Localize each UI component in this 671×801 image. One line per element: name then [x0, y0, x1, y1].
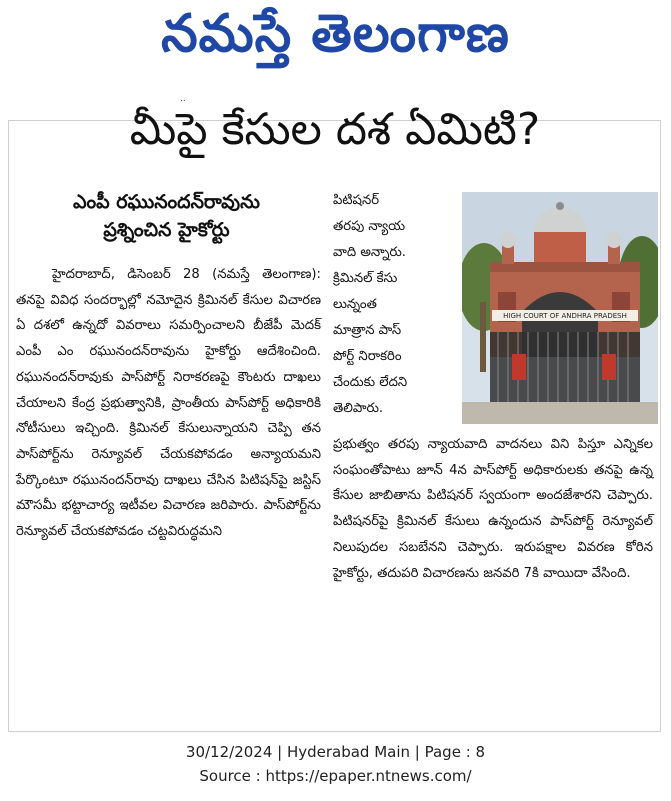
high-court-photo — [462, 192, 658, 424]
subheadline-line-2: ప్రశ్నించిన హైకోర్టు — [103, 219, 230, 241]
footer-edition-info: 30/12/2024 | Hyderabad Main | Page : 8 — [185, 743, 486, 761]
right-top-line: తరపు న్యాయ — [333, 219, 406, 234]
right-top-line: పోర్ట్‌ నిరాకరిం — [333, 349, 402, 364]
article-column-left — [16, 262, 321, 545]
page-footer — [0, 740, 671, 788]
edition-mark: .. — [180, 94, 186, 104]
right-top-line: మాత్రాన పాస్‌ — [333, 323, 402, 338]
subheadline-line-1: ఎంపీ రఘునందన్‌రావును — [72, 191, 261, 213]
right-top-line: క్రిమినల్‌ కేసు — [333, 271, 398, 286]
high-court-building-image — [462, 192, 658, 424]
right-top-line: తెలిపారు. — [333, 401, 384, 416]
article-headline: మీపై కేసుల దశ ఏమిటి? — [129, 104, 541, 155]
left-column-text: హైదరాబాద్‌, డిసెంబర్‌ 28 (నమస్తే తెలంగాణ): తనపై వివిధ సందర్భాల్లో నమోదైన క్రిమినల్‌ కేసుల విచారణ ఏ దశలో ఉన్నదో వివరాలు సమర్పించాలని బీజేపీ మెదక్‌ ఎంపీ ఎం రఘునందన్‌రావును హైకోర్టు ఆదేశించింది. రఘునందన్‌రావుకు పాస్‌పోర్ట్‌ నిరాకరణపై కౌంటరు దాఖలు చేయాలని కేంద్ర ప్రభుత్వానికి, ప్రాంతీయ పాస్‌పోర్ట్‌ అధికారికి నోటీసులు ఇచ్చింది. క్రిమినల్‌ కేసులున్నాయని చెప్పి తన పాస్‌పోర్ట్‌ను రెన్యూవల్‌ చేయకపోవడం అన్యాయమని పేర్కొంటూ రఘునందన్‌రావు దాఖలు చేసిన పిటిషన్‌పై జస్టిస్‌ మౌసమీ భట్టాచార్య ఇటీవల విచారణ జరిపారు. పాస్‌పోర్ట్‌ను రెన్యూవల్‌ చేయకపోవడం చట్టవిరుద్ధమని — [16, 267, 321, 540]
article-subheadline — [14, 188, 319, 244]
right-top-line: పిటిషనర్‌ — [333, 193, 380, 208]
article-column-right-top — [333, 188, 461, 422]
right-top-line: లున్నంత — [333, 297, 377, 312]
masthead-title: నమస్తే తెలంగాణ — [161, 4, 510, 64]
right-top-line: వాది అన్నారు. — [333, 245, 406, 260]
article-column-right-bottom — [333, 432, 653, 586]
right-top-line: చేందుకు లేదని — [333, 375, 408, 390]
right-column-text: ప్రభుత్వం తరపు న్యాయవాది వాదనలు విని పిస్తూ ఎన్నికల సంఘంతోపాటు జూన్‌ 4న పాస్‌పోర్ట్‌ అధికారులకు తనపై ఉన్న కేసుల జాబితాను పిటిషనర్‌ స్వయంగా అందజేశారని చెప్పారు. పిటిషనర్‌పై క్రిమినల్‌ కేసులు ఉన్నందున పాస్‌పోర్ట్‌ రెన్యూవల్‌ నిలుపుదల సబబేనని చెప్పారు. ఇరుపక్షాల వివరణ కోరిన హైకోర్టు, తదుపరి విచారణను జనవరి 7కి వాయిదా వేసింది. — [333, 437, 653, 581]
footer-source-link[interactable]: Source : https://epaper.ntnews.com/ — [199, 767, 472, 785]
court-sign-text: HIGH COURT OF ANDHRA PRADESH — [503, 312, 627, 320]
